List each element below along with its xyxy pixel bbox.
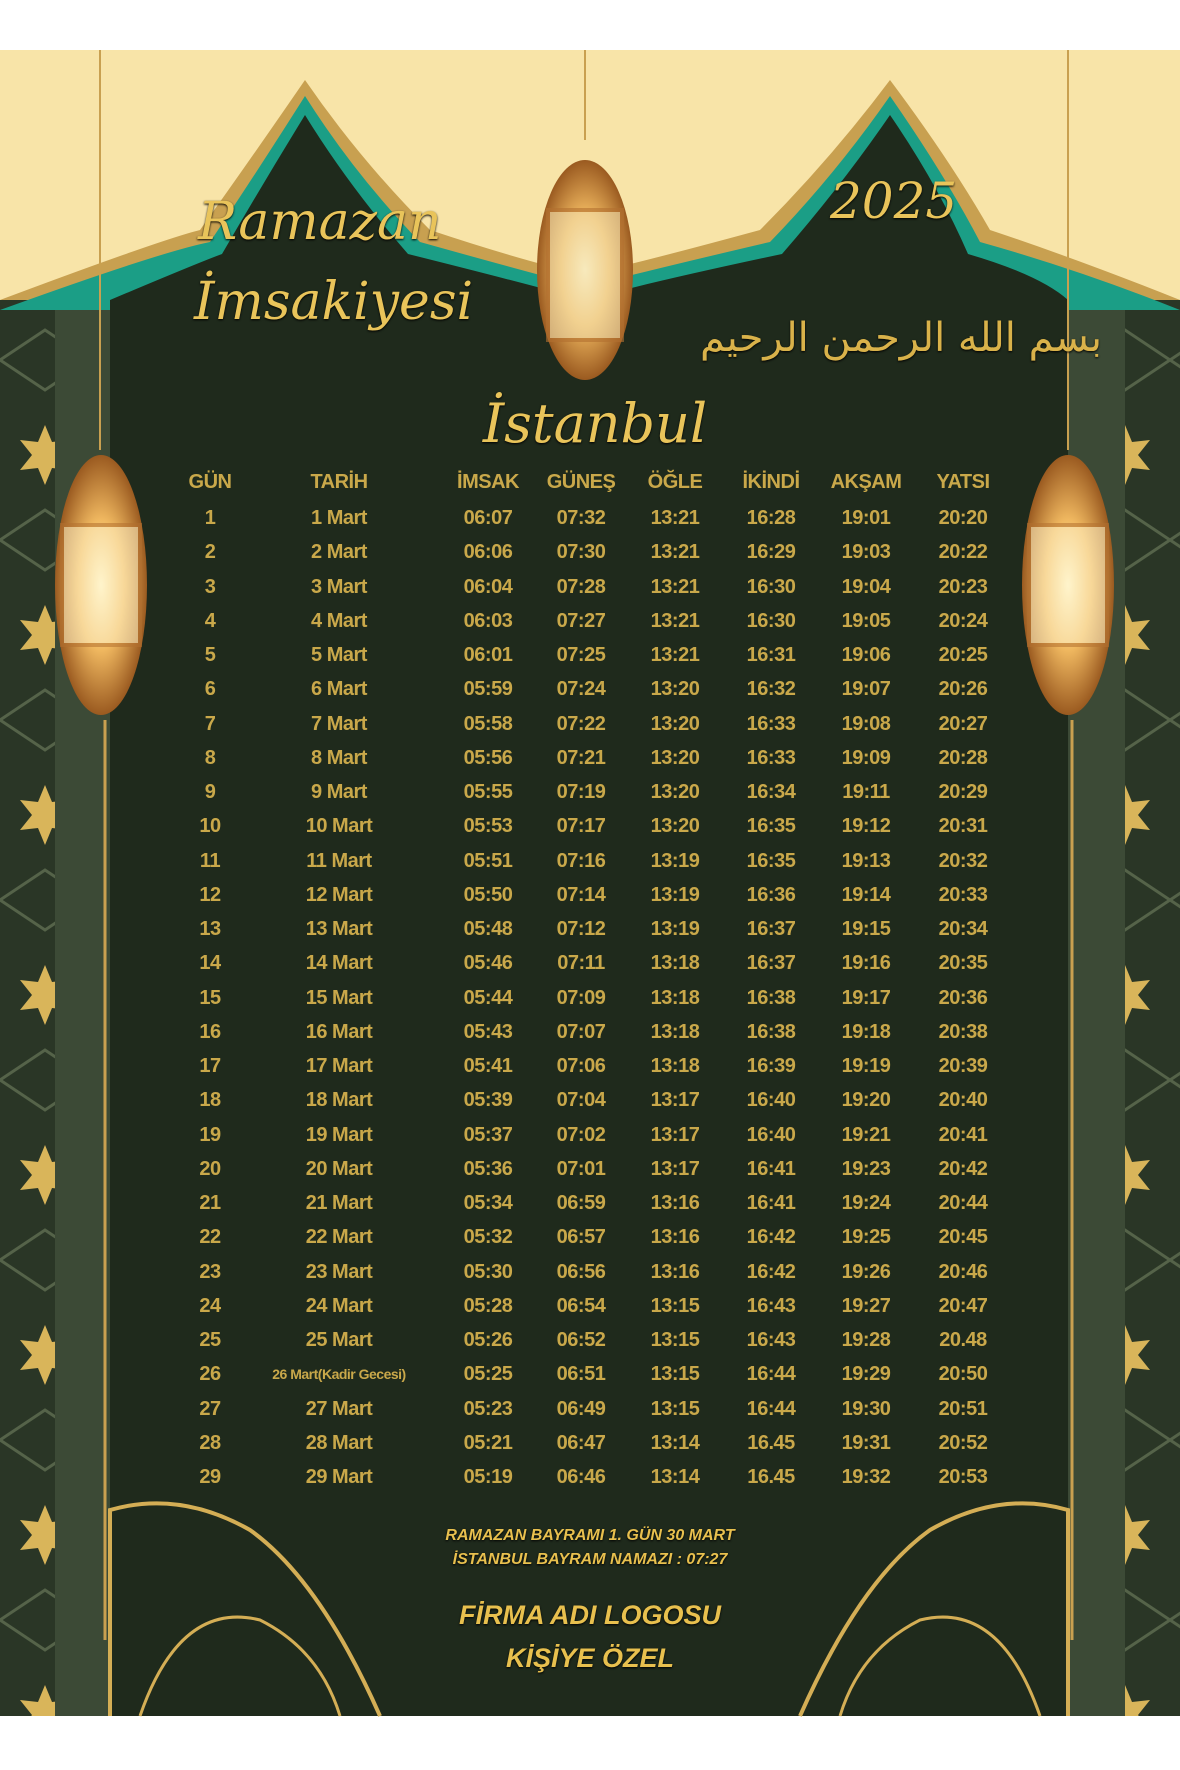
cell-imsak: 05:56	[463, 746, 513, 769]
cell-day: 8	[204, 746, 216, 769]
cell-imsak: 05:43	[463, 1020, 513, 1043]
cell-ikindi: 16:38	[746, 986, 796, 1009]
cell-imsak: 06:01	[463, 644, 513, 666]
cell-date: 15 Mart	[305, 986, 373, 1009]
cell-gunes: 07:21	[556, 746, 606, 769]
header-date: TARİH	[310, 471, 368, 493]
cell-day: 20	[199, 1157, 221, 1180]
cell-ikindi: 16:29	[746, 541, 796, 564]
header-ikindi: İKİNDİ	[742, 471, 800, 493]
cell-aksam: 19:06	[841, 644, 891, 666]
cell-imsak: 05:32	[463, 1226, 513, 1249]
cell-ogle: 13:20	[650, 712, 700, 735]
table-row	[0, 570, 1180, 604]
cell-gunes: 07:01	[556, 1157, 606, 1180]
cell-gunes: 07:14	[556, 883, 606, 906]
cell-ogle: 13:19	[650, 849, 700, 872]
cell-imsak: 05:48	[463, 918, 513, 940]
table-row	[0, 1083, 1180, 1117]
cell-yatsi: 20:38	[938, 1020, 988, 1043]
table-row	[0, 535, 1180, 569]
cell-date: 21 Mart	[305, 1192, 373, 1214]
cell-aksam: 19:24	[841, 1192, 891, 1214]
cell-ogle: 13:20	[650, 815, 700, 838]
cell-imsak: 05:53	[463, 815, 513, 838]
cell-gunes: 06:52	[556, 1329, 606, 1351]
cell-aksam: 19:23	[841, 1157, 891, 1180]
cell-gunes: 07:22	[556, 712, 606, 735]
cell-ogle: 13:16	[650, 1226, 700, 1249]
cell-ikindi: 16.45	[747, 1431, 795, 1454]
cell-ikindi: 16:30	[746, 609, 796, 632]
cell-date: 26 Mart(Kadir Gecesi)	[272, 1366, 406, 1383]
cell-ogle: 13:16	[650, 1260, 700, 1283]
cell-gunes: 07:16	[556, 849, 606, 872]
cell-ikindi: 16:35	[746, 849, 796, 872]
cell-ogle: 13:19	[650, 883, 700, 906]
cell-day: 27	[199, 1397, 221, 1420]
table-row	[0, 1460, 1180, 1494]
cell-date: 9 Mart	[311, 781, 367, 803]
cell-yatsi: 20:46	[938, 1260, 988, 1283]
header-yatsi: YATSI	[936, 471, 990, 493]
header-ogle: ÖĞLE	[647, 471, 703, 493]
table-row	[0, 1323, 1180, 1357]
cell-date: 20 Mart	[305, 1157, 373, 1180]
cell-yatsi: 20:31	[938, 815, 988, 838]
cell-aksam: 19:31	[841, 1431, 891, 1454]
cell-aksam: 19:03	[841, 541, 891, 564]
cell-day: 18	[199, 1089, 221, 1112]
cell-imsak: 05:59	[463, 678, 513, 701]
table-row	[0, 638, 1180, 672]
cell-gunes: 07:19	[556, 781, 606, 803]
cell-aksam: 19:25	[841, 1226, 891, 1249]
table-row	[0, 1392, 1180, 1426]
cell-ogle: 13:18	[650, 952, 700, 975]
cell-gunes: 07:30	[556, 541, 606, 564]
personalized-note: KİŞİYE ÖZEL	[505, 1643, 675, 1673]
cell-aksam: 19:05	[841, 609, 891, 632]
cell-imsak: 05:26	[463, 1329, 513, 1351]
cell-day: 6	[204, 678, 216, 701]
table-row	[0, 844, 1180, 878]
cell-yatsi: 20:44	[938, 1192, 988, 1214]
cell-date: 19 Mart	[305, 1123, 373, 1146]
cell-date: 14 Mart	[305, 952, 373, 975]
cell-aksam: 19:01	[841, 507, 891, 529]
cell-yatsi: 20:35	[938, 952, 988, 975]
cell-gunes: 07:24	[556, 678, 606, 701]
cell-imsak: 05:21	[463, 1431, 513, 1454]
table-row	[0, 1015, 1180, 1049]
cell-day: 14	[199, 952, 221, 975]
cell-yatsi: 20:25	[938, 644, 988, 666]
cell-ogle: 13:17	[650, 1123, 700, 1146]
bayram-namaz-time: İSTANBUL BAYRAM NAMAZI : 07:27	[452, 1551, 728, 1568]
cell-ikindi: 16:43	[746, 1329, 796, 1351]
cell-aksam: 19:28	[841, 1329, 891, 1351]
cell-aksam: 19:11	[842, 781, 890, 803]
cell-date: 28 Mart	[305, 1431, 373, 1454]
cell-gunes: 07:11	[557, 952, 605, 975]
cell-day: 10	[199, 815, 221, 838]
cell-aksam: 19:26	[841, 1260, 891, 1283]
cell-yatsi: 20:41	[938, 1123, 988, 1146]
cell-day: 19	[199, 1123, 221, 1146]
table-row	[0, 878, 1180, 912]
cell-aksam: 19:19	[841, 1055, 891, 1077]
cell-aksam: 19:21	[841, 1123, 891, 1146]
cell-aksam: 19:27	[841, 1294, 891, 1317]
header-day: GÜN	[188, 471, 232, 493]
cell-gunes: 07:32	[556, 507, 606, 529]
cell-imsak: 05:50	[463, 883, 513, 906]
cell-gunes: 07:07	[556, 1020, 606, 1043]
year: 2025	[830, 172, 958, 230]
cell-date: 6 Mart	[311, 678, 367, 701]
cell-ogle: 13:20	[650, 781, 700, 803]
cell-gunes: 07:17	[556, 815, 606, 838]
table-row	[0, 604, 1180, 638]
cell-gunes: 06:54	[556, 1294, 606, 1317]
cell-imsak: 05:36	[463, 1157, 513, 1180]
cell-aksam: 19:18	[841, 1020, 891, 1043]
cell-ikindi: 16:28	[746, 507, 796, 529]
cell-date: 5 Mart	[311, 644, 367, 666]
cell-yatsi: 20:29	[938, 781, 988, 803]
cell-date: 8 Mart	[311, 746, 367, 769]
cell-aksam: 19:20	[841, 1089, 891, 1112]
cell-day: 1	[204, 507, 216, 529]
cell-gunes: 07:02	[556, 1123, 606, 1146]
cell-ogle: 13:14	[650, 1466, 700, 1488]
cell-yatsi: 20:47	[938, 1294, 988, 1317]
cell-day: 26	[199, 1363, 221, 1386]
cell-date: 3 Mart	[311, 575, 367, 598]
cell-aksam: 19:17	[841, 986, 891, 1009]
cell-day: 16	[199, 1020, 221, 1043]
cell-date: 7 Mart	[311, 712, 367, 735]
cell-gunes: 07:09	[556, 986, 606, 1009]
cell-gunes: 06:49	[556, 1397, 606, 1420]
cell-aksam: 19:14	[841, 883, 891, 906]
cell-ikindi: 16:44	[746, 1397, 796, 1420]
cell-date: 2 Mart	[311, 541, 367, 564]
cell-imsak: 05:41	[463, 1055, 513, 1077]
cell-imsak: 05:28	[463, 1294, 513, 1317]
cell-ikindi: 16:33	[746, 746, 796, 769]
cell-date: 12 Mart	[305, 883, 373, 906]
cell-yatsi: 20:36	[938, 986, 988, 1009]
cell-ikindi: 16:32	[746, 678, 796, 701]
cell-day: 29	[199, 1466, 221, 1488]
cell-gunes: 06:51	[556, 1363, 606, 1386]
cell-ogle: 13:17	[650, 1157, 700, 1180]
cell-aksam: 19:32	[841, 1466, 891, 1488]
cell-ogle: 13:15	[650, 1363, 700, 1386]
cell-aksam: 19:13	[841, 849, 891, 872]
cell-ogle: 13:16	[650, 1192, 700, 1214]
cell-yatsi: 20:22	[938, 541, 988, 564]
cell-gunes: 06:56	[556, 1260, 606, 1283]
cell-gunes: 07:25	[556, 644, 606, 666]
cell-ikindi: 16:39	[746, 1055, 796, 1077]
cell-day: 21	[199, 1192, 221, 1214]
cell-ikindi: 16:34	[746, 781, 796, 803]
cell-ikindi: 16:36	[746, 883, 796, 906]
table-header-row	[0, 465, 1180, 499]
cell-day: 28	[199, 1431, 221, 1454]
cell-aksam: 19:29	[841, 1363, 891, 1386]
cell-yatsi: 20:51	[938, 1397, 988, 1420]
cell-imsak: 05:25	[463, 1363, 513, 1386]
cell-imsak: 05:51	[463, 849, 513, 872]
cell-gunes: 07:28	[556, 575, 606, 598]
table-row	[0, 707, 1180, 741]
cell-day: 22	[199, 1226, 221, 1249]
cell-date: 29 Mart	[305, 1466, 373, 1488]
cell-aksam: 19:12	[841, 815, 891, 838]
table-row	[0, 1255, 1180, 1289]
cell-yatsi: 20:26	[938, 678, 988, 701]
cell-yatsi: 20:24	[938, 609, 988, 632]
cell-yatsi: 20:23	[938, 575, 988, 598]
cell-ikindi: 16:42	[746, 1260, 796, 1283]
cell-gunes: 06:59	[556, 1192, 606, 1214]
table-row	[0, 1220, 1180, 1254]
table-row	[0, 1152, 1180, 1186]
cell-ikindi: 16:44	[746, 1363, 796, 1386]
table-row	[0, 672, 1180, 706]
cell-date: 1 Mart	[311, 507, 367, 529]
cell-yatsi: 20.48	[939, 1329, 987, 1351]
cell-date: 22 Mart	[305, 1226, 373, 1249]
cell-ogle: 13:18	[650, 1020, 700, 1043]
cell-yatsi: 20:33	[938, 883, 988, 906]
cell-aksam: 19:07	[841, 678, 891, 701]
cell-date: 4 Mart	[311, 609, 367, 632]
cell-date: 13 Mart	[305, 918, 373, 940]
cell-ikindi: 16:41	[746, 1192, 796, 1214]
cell-gunes: 07:27	[556, 609, 606, 632]
cell-ogle: 13:21	[650, 575, 700, 598]
cell-imsak: 05:55	[463, 781, 513, 803]
cell-date: 25 Mart	[305, 1329, 373, 1351]
cell-yatsi: 20:53	[938, 1466, 988, 1488]
cell-gunes: 07:04	[556, 1089, 606, 1112]
cell-imsak: 06:07	[463, 507, 513, 529]
cell-imsak: 06:04	[463, 575, 513, 598]
cell-ogle: 13:21	[650, 541, 700, 564]
table-row	[0, 1426, 1180, 1460]
cell-imsak: 05:19	[463, 1466, 513, 1488]
basmala-calligraphy: بسم الله الرحمن الرحيم	[700, 315, 1103, 361]
cell-day: 13	[199, 918, 221, 940]
cell-gunes: 07:06	[556, 1055, 606, 1077]
cell-yatsi: 20:34	[938, 918, 988, 940]
table-row	[0, 501, 1180, 535]
cell-aksam: 19:15	[841, 918, 891, 940]
cell-day: 12	[199, 883, 221, 906]
cell-day: 9	[204, 781, 216, 803]
cell-imsak: 05:37	[463, 1123, 513, 1146]
cell-ogle: 13:21	[650, 609, 700, 632]
table-row	[0, 946, 1180, 980]
cell-yatsi: 20:40	[938, 1089, 988, 1112]
cell-ikindi: 16:30	[746, 575, 796, 598]
table-row	[0, 809, 1180, 843]
table-row	[0, 1357, 1180, 1391]
cell-day: 3	[204, 575, 216, 598]
cell-date: 17 Mart	[305, 1055, 373, 1077]
title-line-1: Ramazan	[198, 192, 442, 252]
cell-yatsi: 20:50	[938, 1363, 988, 1386]
cell-day: 7	[204, 712, 216, 735]
table-row	[0, 741, 1180, 775]
cell-ogle: 13:18	[650, 1055, 700, 1077]
cell-date: 16 Mart	[305, 1020, 373, 1043]
cell-yatsi: 20:20	[938, 507, 988, 529]
cell-ogle: 13:17	[650, 1089, 700, 1112]
cell-ogle: 13:20	[650, 746, 700, 769]
cell-ogle: 13:19	[650, 918, 700, 940]
table-row	[0, 912, 1180, 946]
table-row	[0, 1118, 1180, 1152]
cell-gunes: 06:47	[556, 1431, 606, 1454]
table-row	[0, 1289, 1180, 1323]
cell-ikindi: 16:38	[746, 1020, 796, 1043]
company-logo-placeholder: FİRMA ADI LOGOSU	[459, 1600, 721, 1630]
cell-imsak: 06:06	[463, 541, 513, 564]
cell-aksam: 19:04	[841, 575, 891, 598]
cell-imsak: 05:46	[463, 952, 513, 975]
bayram-date: RAMAZAN BAYRAMI 1. GÜN 30 MART	[445, 1527, 735, 1544]
table-row	[0, 981, 1180, 1015]
cell-day: 4	[204, 609, 216, 632]
cell-imsak: 05:44	[463, 986, 513, 1009]
cell-date: 18 Mart	[305, 1089, 373, 1112]
cell-gunes: 06:46	[556, 1466, 606, 1488]
cell-ogle: 13:15	[650, 1329, 700, 1351]
cell-day: 15	[199, 986, 221, 1009]
cell-imsak: 05:30	[463, 1260, 513, 1283]
cell-yatsi: 20:52	[938, 1431, 988, 1454]
header-aksam: AKŞAM	[830, 471, 902, 493]
cell-ogle: 13:14	[650, 1431, 700, 1454]
cell-yatsi: 20:28	[938, 746, 988, 769]
cell-yatsi: 20:27	[938, 712, 988, 735]
cell-ikindi: 16:37	[746, 918, 796, 940]
cell-ogle: 13:21	[650, 644, 700, 666]
cell-day: 11	[199, 849, 221, 872]
cell-day: 5	[204, 644, 216, 666]
cell-ogle: 13:20	[650, 678, 700, 701]
cell-ikindi: 16:35	[746, 815, 796, 838]
cell-yatsi: 20:45	[938, 1226, 988, 1249]
cell-ikindi: 16:43	[746, 1294, 796, 1317]
cell-imsak: 05:34	[463, 1192, 513, 1214]
cell-imsak: 05:23	[463, 1397, 513, 1420]
table-row	[0, 775, 1180, 809]
cell-day: 25	[199, 1329, 221, 1351]
cell-ikindi: 16:31	[746, 644, 796, 666]
cell-ikindi: 16:42	[746, 1226, 796, 1249]
cell-imsak: 05:39	[463, 1089, 513, 1112]
cell-ikindi: 16:40	[746, 1123, 796, 1146]
cell-gunes: 07:12	[556, 918, 606, 940]
cell-yatsi: 20:42	[938, 1157, 988, 1180]
cell-ikindi: 16:33	[746, 712, 796, 735]
table-row	[0, 1049, 1180, 1083]
cell-imsak: 06:03	[463, 609, 513, 632]
cell-date: 10 Mart	[305, 815, 373, 838]
cell-gunes: 06:57	[556, 1226, 606, 1249]
cell-day: 24	[199, 1294, 221, 1317]
city-name: İstanbul	[482, 392, 708, 455]
cell-day: 2	[204, 541, 216, 564]
cell-aksam: 19:08	[841, 712, 891, 735]
cell-aksam: 19:16	[841, 952, 891, 975]
cell-yatsi: 20:39	[938, 1055, 988, 1077]
cell-ogle: 13:15	[650, 1294, 700, 1317]
cell-ogle: 13:18	[650, 986, 700, 1009]
cell-ikindi: 16:40	[746, 1089, 796, 1112]
cell-imsak: 05:58	[463, 712, 513, 735]
cell-ogle: 13:15	[650, 1397, 700, 1420]
cell-yatsi: 20:32	[938, 849, 988, 872]
cell-date: 24 Mart	[305, 1294, 373, 1317]
cell-ogle: 13:21	[650, 507, 700, 529]
title-line-2: İmsakiyesi	[194, 272, 474, 332]
cell-aksam: 19:09	[841, 746, 891, 769]
header-imsak: İMSAK	[457, 471, 519, 493]
cell-ikindi: 16.45	[747, 1466, 795, 1488]
cell-day: 23	[199, 1260, 221, 1283]
table-row	[0, 1186, 1180, 1220]
cell-aksam: 19:30	[841, 1397, 891, 1420]
header-gunes: GÜNEŞ	[546, 471, 616, 493]
cell-date: 11 Mart	[306, 849, 372, 872]
cell-day: 17	[199, 1055, 221, 1077]
center-lantern-icon	[537, 160, 633, 380]
cell-date: 23 Mart	[305, 1260, 373, 1283]
cell-ikindi: 16:37	[746, 952, 796, 975]
cell-date: 27 Mart	[305, 1397, 373, 1420]
cell-ikindi: 16:41	[746, 1157, 796, 1180]
